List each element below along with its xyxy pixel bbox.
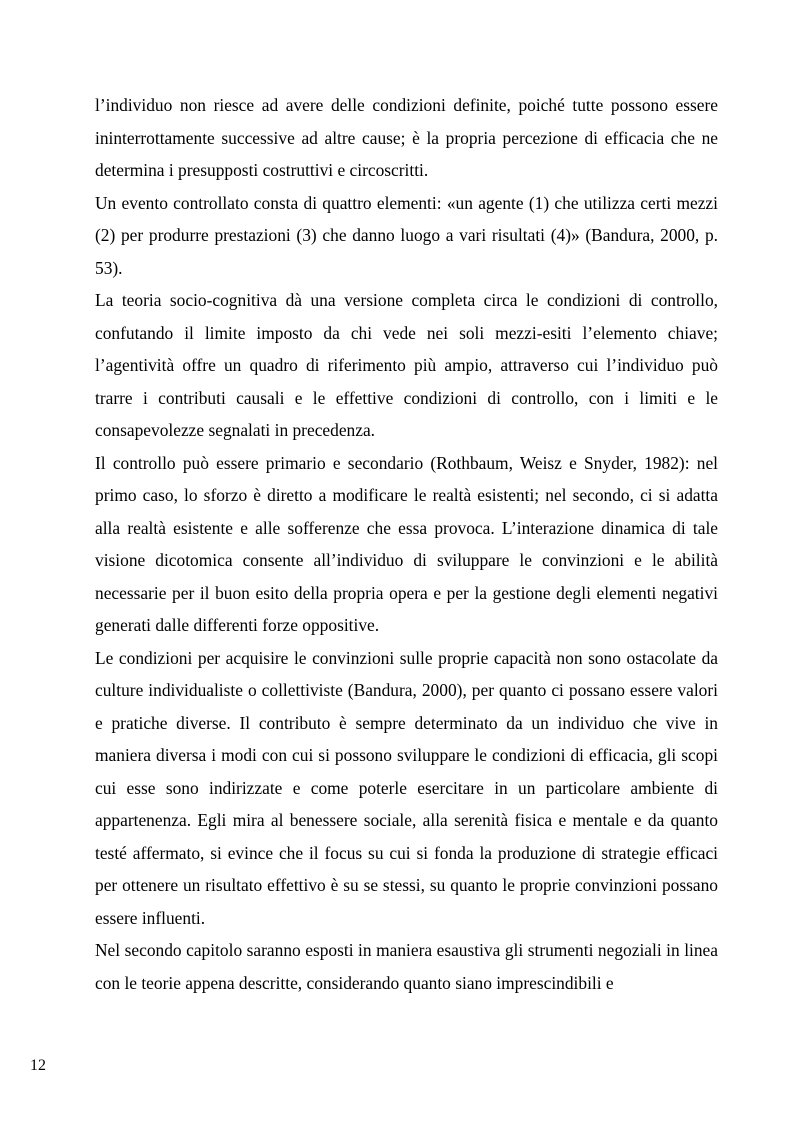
body-text bbox=[95, 89, 718, 999]
paragraph-2: Un evento controllato consta di quattro elementi: «un agente (1) che utilizza certi mezzi (2) per produrre prestazioni (3) che danno luogo a vari risultati (4)» (Bandura, 2000, p. 53). bbox=[95, 192, 718, 278]
paragraph-6: Nel secondo capitolo saranno esposti in maniera esaustiva gli strumenti negoziali in linea con le teorie appena descritte, considerando quanto siano imprescindibili e bbox=[95, 940, 718, 993]
page-number: 12 bbox=[30, 1057, 46, 1074]
paragraph-4: Il controllo può essere primario e secondario (Rothbaum, Weisz e Snyder, 1982): nel primo caso, lo sforzo è diretto a modificare le realtà esistenti; nel secondo, ci si adatta alla realtà esistente e alle sofferenze che essa provoca. L’interazione dinamica di tale visione dicotomica consente all’individuo di sviluppare le convinzioni e le abilità necessarie per il buon esito della propria opera e per la gestione degli elementi negativi generati dalle differenti forze oppositive. bbox=[95, 452, 718, 635]
paragraph-5: Le condizioni per acquisire le convinzioni sulle proprie capacità non sono ostacolate da culture individualiste o collettiviste (Bandura, 2000), per quanto ci possano essere valori e pratiche diverse. Il contributo è sempre determinato da un individuo che vive in maniera diversa i modi con cui si possono sviluppare le condizioni di efficacia, gli scopi cui esse sono indirizzate e come poterle esercitare in un particolare ambiente di appartenenza. Egli mira al benessere sociale, alla serenità fisica e mentale e da quanto testé affermato, si evince che il focus su cui si fonda la produzione di strategie efficaci per ottenere un risultato effettivo è su se stessi, su quanto le proprie convinzioni possano essere influenti. bbox=[95, 647, 718, 928]
paragraph-3: La teoria socio-cognitiva dà una versione completa circa le condizioni di controllo, confutando il limite imposto da chi vede nei soli mezzi-esiti l’elemento chiave; l’agentività offre un quadro di riferimento più ampio, attraverso cui l’individuo può trarre i contributi causali e le effettive condizioni di controllo, con i limiti e le consapevolezze segnalati in precedenza. bbox=[95, 290, 718, 440]
paragraph-1: l’individuo non riesce ad avere delle condizioni definite, poiché tutte possono essere ininterrottamente successive ad altre cause; è la propria percezione di efficacia che ne determina i presupposti costruttivi e circoscritti. bbox=[95, 95, 718, 180]
